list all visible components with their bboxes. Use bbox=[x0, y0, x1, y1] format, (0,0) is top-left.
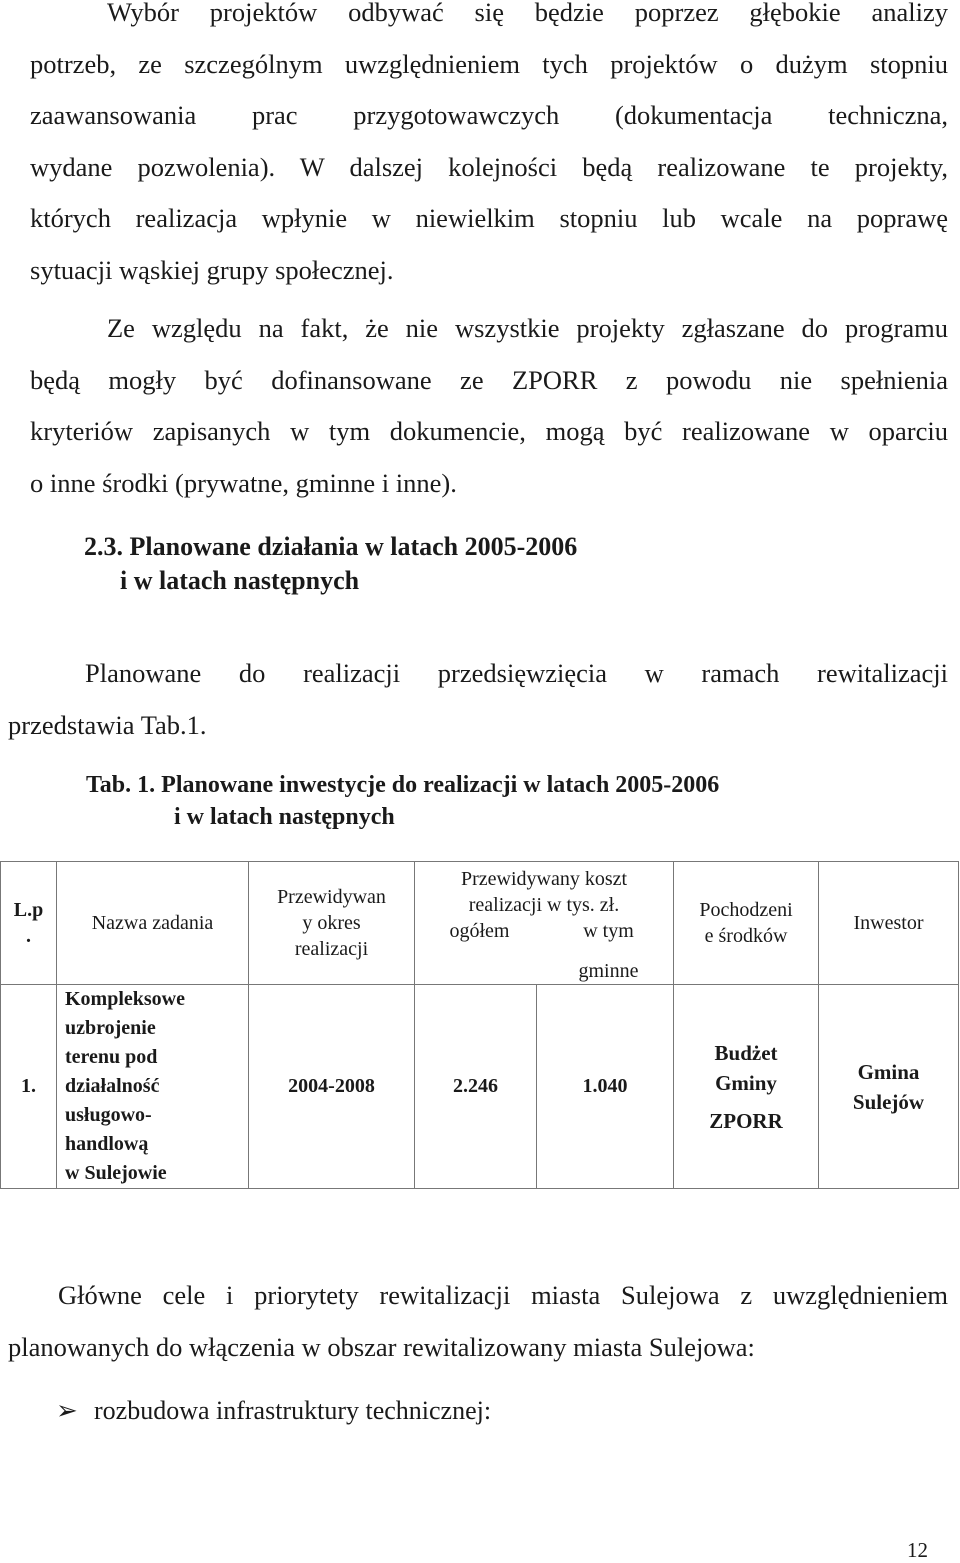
section-heading-line: i w latach następnych bbox=[120, 566, 360, 595]
header-task-name: Nazwa zadania bbox=[57, 862, 249, 985]
paragraph-table-intro bbox=[8, 648, 948, 751]
section-heading bbox=[84, 530, 577, 598]
table-caption bbox=[86, 769, 719, 833]
header-lp: L.p . bbox=[1, 862, 57, 985]
table-caption-line: Tab. 1. Planowane inwestycje do realizacji w latach 2005-2006 bbox=[86, 772, 720, 798]
cell-investor: Gmina Sulejów bbox=[819, 985, 959, 1189]
cell-lp: 1. bbox=[1, 985, 57, 1189]
table-header-row bbox=[1, 862, 959, 985]
text-line: sytuacji wąskiej grupy społecznej. bbox=[30, 254, 394, 285]
header-investor: Inwestor bbox=[819, 862, 959, 985]
paragraph-selection-criteria bbox=[30, 0, 948, 296]
cell-task-name: Kompleksowe uzbrojenie terenu pod działalność usługowo- handlową w Sulejowie bbox=[57, 985, 249, 1189]
bullet-text: rozbudowa infrastruktury technicznej: bbox=[94, 1396, 492, 1425]
header-cost-title: Przewidywany koszt bbox=[460, 868, 628, 890]
section-heading-line: 2.3. Planowane działania w latach 2005-2006 bbox=[84, 532, 578, 561]
cell-cost-total: 2.246 bbox=[415, 985, 537, 1189]
cell-period: 2004-2008 bbox=[249, 985, 415, 1189]
bullet-item bbox=[56, 1394, 491, 1428]
page-number: 12 bbox=[907, 1538, 928, 1562]
header-cost-total: ogółem bbox=[449, 920, 510, 942]
text-line: będą mogły być dofinansowane ze ZPORR z powodu nie spełnienia bbox=[30, 364, 948, 395]
text-line: Główne cele i priorytety rewitalizacji miasta Sulejowa z uwzględnieniem bbox=[58, 1280, 948, 1310]
text-line: Ze względu na fakt, że nie wszystkie projekty zgłaszane do programu bbox=[107, 313, 948, 343]
text-line: wydane pozwolenia). W dalszej kolejności będą realizowane te projekty, bbox=[30, 151, 948, 182]
table-caption-line: i w latach następnych bbox=[174, 804, 395, 830]
header-period: Przewidywan y okres realizacji bbox=[249, 862, 415, 985]
text-line: których realizacja wpłynie w niewielkim stopniu lub wcale na poprawę bbox=[30, 203, 948, 233]
table-row bbox=[1, 985, 959, 1189]
text-line: zaawansowania prac przygotowawczych (dokumentacja techniczna, bbox=[30, 100, 948, 130]
arrow-bullet-icon: ➢ bbox=[56, 1396, 78, 1425]
text-line: kryteriów zapisanych w tym dokumencie, mogą być realizowane w oparciu bbox=[30, 416, 948, 446]
text-line: Planowane do realizacji przedsięwzięcia w ramach rewitalizacji bbox=[85, 658, 948, 688]
header-cost-municipal: w tym gminne bbox=[578, 920, 639, 982]
text-line: o inne środki (prywatne, gminne i inne). bbox=[30, 467, 457, 498]
cell-funding-source: Budżet Gminy ZPORR bbox=[674, 985, 819, 1189]
header-cost-title: realizacji w tys. zł. bbox=[468, 894, 620, 916]
text-line: Wybór projektów odbywać się będzie poprzez głębokie analizy bbox=[107, 0, 948, 27]
header-cost bbox=[415, 862, 674, 985]
cell-cost-municipal: 1.040 bbox=[537, 985, 674, 1189]
text-line: przedstawia Tab.1. bbox=[8, 709, 207, 740]
text-line: potrzeb, ze szczególnym uwzględnieniem tych projektów o dużym stopniu bbox=[30, 48, 948, 79]
investment-table bbox=[0, 861, 959, 1189]
header-funding-source: Pochodzeni e środków bbox=[674, 862, 819, 985]
paragraph-goals bbox=[8, 1270, 948, 1373]
paragraph-funding-note bbox=[30, 303, 948, 509]
text-line: planowanych do włączenia w obszar rewitalizowany miasta Sulejowa: bbox=[8, 1331, 755, 1362]
